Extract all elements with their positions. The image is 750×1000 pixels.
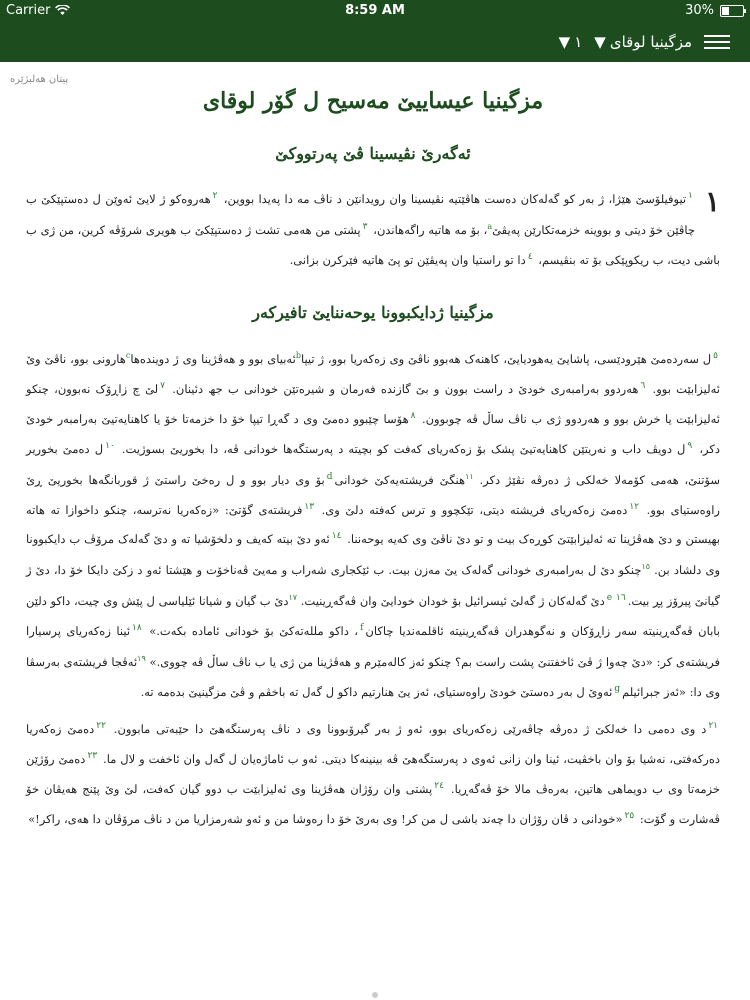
verse-text: لێ چ زاڕۆک نەبوون، چنکو ئەلیزابێت یا خرش بوو و هەردوو ژی ب ناڤ ساڵ ڤە چوبوون. xyxy=(26,382,720,426)
section-heading: مزگینیا ژدایکبوونا یوحەننایێ تافیرکەر xyxy=(252,303,494,323)
footnote-marker[interactable]: ١٧ xyxy=(288,593,298,603)
verse-number: ١٦ xyxy=(616,593,626,604)
verse-text: پشتی من هەمی تشت ژ دەستپێکێ ب هویری شرۆڤە کرین، من ژی ب باشی دیت، ب ریکوپێکی بۆ تە بنڤیسم، xyxy=(26,222,720,267)
footnote-marker[interactable]: a xyxy=(487,221,493,231)
book-label[interactable]: پیتان هەلبژێرە xyxy=(10,74,69,85)
verse-text: ئەو دێ بیتە کەیف و دلخۆشیا تە و دێ گەلەک مرۆڤ ب دایکبوونا وی دلشاد بن. xyxy=(26,532,721,578)
verse-text: دەمێ زەکەریای فریشتە دیتی، تێکچوو و ترس کەفتە دلێ وی. xyxy=(316,502,628,517)
verse-number: ٢٢ xyxy=(96,721,106,732)
verse-text: هەروەکو ژ لایێ ئەوێن ل دەستپێکێ ب چاڤێن خۆ دیتی و بووینە خزمەتکارێن پەیڤێ xyxy=(26,191,695,237)
footnote-marker[interactable]: ١٥ xyxy=(641,562,651,572)
verse-text: پشتی وان رۆژان هەڤژینا وی ئەلیزابێت ب دوو گیان کەفت، لێ وێ پێنج هەیڤان خۆ ڤەشارت و گۆت: xyxy=(26,781,720,826)
verse-number: ١٢ xyxy=(629,501,640,512)
verse-text: ل دویڤ داب و نەریتێن کاهنایەتیێ پشک بۆ زەکەریای کەفت کو بچیتە د پەرستگەها خودانی ڤە، دا بخوریێ بسوژیت. xyxy=(116,441,686,456)
verse-number: ١٠ xyxy=(105,440,115,451)
menu-icon[interactable] xyxy=(704,31,730,53)
status-bar xyxy=(0,0,750,22)
nav-bar xyxy=(0,22,750,62)
reader-content xyxy=(0,62,750,833)
verse-number: ٣ xyxy=(362,221,368,232)
verse-text: هۆسا چێبوو دەمێ وی د گەڕا تیپا خۆ دا خزمەتا خۆ یا کاهنایەتیێ بەرامبەر خودێ دکر، xyxy=(26,411,720,456)
verse-number: ٢ xyxy=(212,191,218,201)
verse-text: فریشتەی گۆتێ: «زەکەریا نەترسە، چنکو داخوازا تە هاتە بهیستن و دێ هەڤژینا تە ئەلیزابێتێ کوڕەک بیت و تو دێ ناڤێ وی کەیە یوحەننا. xyxy=(26,502,720,547)
paragraph xyxy=(26,713,720,832)
verse-text: ئینا زەکەریای پرسیارا فریشتەی کر: «دێ چەوا ژ ڤێ ئاخفتنێ پشت راست بم؟ چنکو ئەز کالەمێرم و هەڤژینا من ژی یا ب ناڤ ساڵ ڤە چووی.» xyxy=(26,623,720,669)
verse-text: دەمێ زەکەریا دەرکەفتی، نەشیا بۆ وان باخڤیت، ئینا وان زانی ئەوی د پەرستگەهێ ڤە بینینەکا دیتی. ئەو ب ئاماژەیان ل گەل وان ئاخفت و لال ما. xyxy=(26,722,720,767)
verse-text: دا تو راستیا وان پەیڤێن تو پێ هاتیە فێرکرن بزانی. xyxy=(289,252,526,267)
page-title: مزگینیا عیساییێ مەسیح ل گۆر لوقای xyxy=(202,88,544,114)
verse-text: دەمێ رۆژێن خزمەتا وی ب دویماهی هاتین، بەرەڤ مالا خۆ ڤەگەڕیا. xyxy=(26,752,720,796)
battery-percent: 30% xyxy=(685,3,714,18)
page-indicator xyxy=(372,992,378,998)
verse-number: ٢٥ xyxy=(624,810,635,821)
verse-number: ٥ xyxy=(713,351,718,362)
verse-text: دێ گەلەکان ژ گەلێ ئیسرائیل بۆ خودان خودایێ وان ڤەگەڕینیت. xyxy=(297,593,605,608)
verse-text: ئەوێ ل بەر دەستێ خودێ راوەستیای، ئەز یێ هنارتیم داکو ل گەل تە باخڤم و ڤێ مزگینیێ بدەمە تە. xyxy=(140,684,613,699)
carrier-label: Carrier xyxy=(6,3,51,18)
battery-icon xyxy=(720,5,744,17)
verse-number: ٩ xyxy=(687,440,693,451)
verse-number: ٢٤ xyxy=(434,781,444,792)
footnote-marker[interactable]: c xyxy=(125,351,131,361)
verse-number: g xyxy=(614,683,621,694)
verse-number: ١٨ xyxy=(132,622,142,633)
verse-number: ٨ xyxy=(410,411,416,422)
verse-number: d xyxy=(326,471,333,482)
verse-text: ، داکو مللەتەکێ بۆ خودانی ئامادە بکەت.» xyxy=(143,623,359,638)
clock: 8:59 AM xyxy=(345,3,405,18)
footnote-marker[interactable]: ١١ xyxy=(465,471,474,481)
verse-number: ٤ xyxy=(527,251,533,262)
verse-number: ١٣ xyxy=(304,501,315,512)
verse-text: بۆ وی دیار بوو و ل رەخێ راستێ ژ قوربانگەها بخوریێ ڕێ راوەستیای بوو. xyxy=(26,472,720,517)
verse-text: ئەبیای بوو و هەڤژینا وی ژ دویندەها xyxy=(130,352,296,367)
verse-text: ل دەمێ بخوریر سۆتنێ، هەمی کۆمەلا خەلکی ژ دەرڤە نڤێژ دکر. xyxy=(26,441,721,487)
verse-text: ، بۆ مە هاتیە راگەهاندن، xyxy=(369,222,488,237)
section-heading: ئەگەرێ نڤیسینا ڤێ پەرتووکێ xyxy=(275,144,471,163)
verse-number: f xyxy=(360,622,364,633)
verse-number: ٧ xyxy=(160,381,165,392)
footnote-marker[interactable]: b xyxy=(295,351,301,361)
verse-text: هارونی بوو، ناڤێ وێ ئەلیزابێت بوو. xyxy=(26,352,720,397)
verse-text: ل سەردەمێ هێرودێسی، پاشایێ یەهودیایێ، کاهنەک هەبوو ناڤێ وی زەکەریا بوو، ژ تیپا xyxy=(300,352,712,367)
verse-text: هەردوو بەرامبەری خودێ د راست بوون و بێ گازندە فەرمان و شیرەتێن خودانی ب جھ دئینان. xyxy=(167,382,639,397)
book-selector[interactable] xyxy=(594,33,692,51)
verse-number: ١ xyxy=(688,191,693,201)
verse-text: چنکو دێ ل بەرامبەری خودانی گەلەک یێ مەزن بیت. ب ئێکجاری شەراب و مەیێ ڤەناخۆت و هێشتا ئەو د زکێ دایکا خۆ دا، دێ ژ گیانێ پیرۆز پڕ بیت. xyxy=(26,563,720,608)
dropdown-icon: ▼ xyxy=(558,33,571,51)
verse-number: ٢٣ xyxy=(87,751,98,762)
book-name: مزگینیا لوقای xyxy=(609,33,692,51)
verse-text: هنگێ فریشتەیەکێ خودانی xyxy=(334,472,466,487)
footnote-marker[interactable]: ١٩ xyxy=(137,653,146,663)
verse-text: دێ ب گیان و شیانا ئێلیاسی ل پێش وی چیت، داکو دلێن بابان ڤەگەڕینیتە سەر زاڕۆکان و نەگوهدران ڤەگەڕینیتە ئاقلمەندیا چاکان xyxy=(26,593,720,638)
verse-text: د وی دەمی دا خەلکێ ژ دەرڤە چاڤەرێی زەکەریای بوو، ئەو ژ بەر گیرۆبوونا وی د ناڤ پەرستگەهێ دا حێبەتی مابوون. xyxy=(107,722,707,737)
dropdown-icon: ▼ xyxy=(594,33,606,51)
chapter-selector[interactable] xyxy=(559,33,583,51)
verse-number: ٢١ xyxy=(708,721,718,732)
verse-number: e xyxy=(606,593,613,604)
book-chapter-selector[interactable] xyxy=(559,33,692,51)
verse-text: ئەڤجا فریشتەی بەرسڤا وی دا: «ئەز جبرائیلم xyxy=(26,654,720,699)
verse-text: «خودانی د ڤان رۆژان دا چەند باشی ل من کر! وی بەرێ خۆ دا رەوشا من و ئەو شەرمزاریا من د ناڤ مرۆڤان دا هەی، راکر!» xyxy=(28,811,623,826)
chapter-name: ١ xyxy=(574,33,583,51)
verse-text: تیوفیلۆسێ هێژا، ژ بەر کو گەلەکان دەست هاڤێتیە نڤیسینا وان رویدانێن د ناڤ مە دا پەیدا بووین، xyxy=(219,191,687,206)
chapter-number: ١ xyxy=(704,185,720,218)
paragraph xyxy=(26,342,720,705)
verse-number: ٦ xyxy=(640,381,646,392)
top-bar xyxy=(0,0,750,62)
paragraph xyxy=(26,183,720,273)
verse-number: ١٤ xyxy=(331,531,342,542)
